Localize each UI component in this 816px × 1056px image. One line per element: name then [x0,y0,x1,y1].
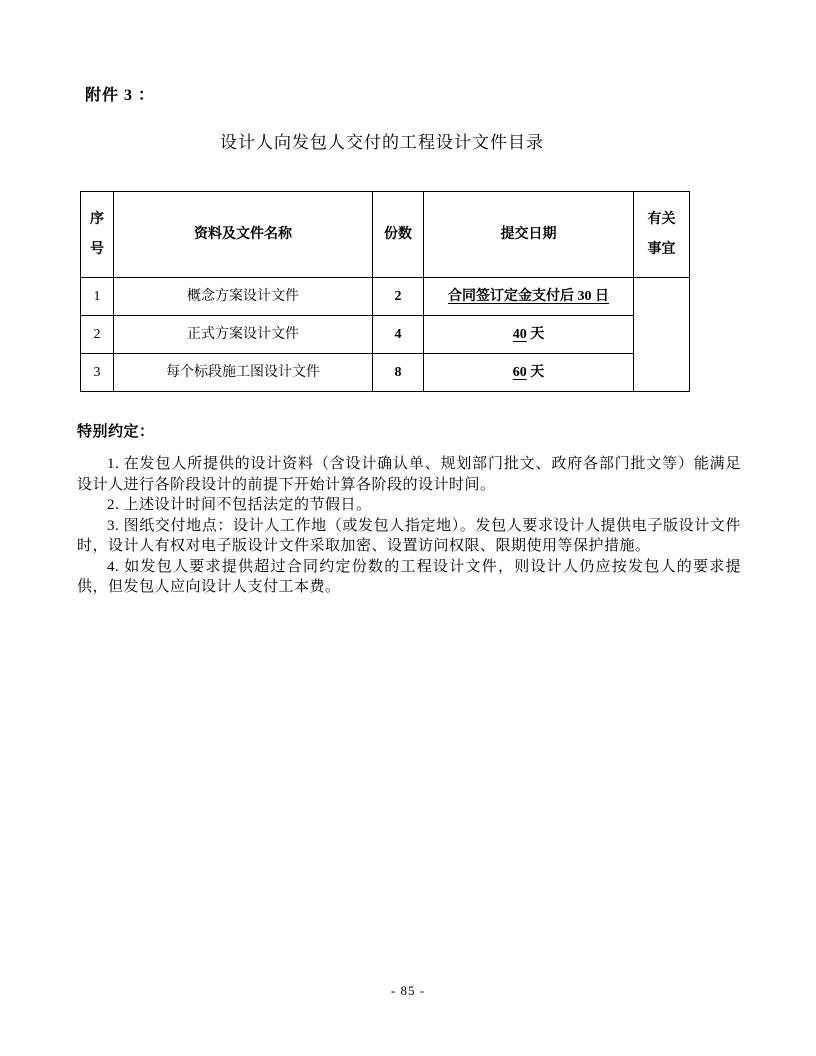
cell-name: 正式方案设计文件 [114,316,373,354]
header-related-matters: 有关事宜 [634,192,690,278]
cell-related-matters [634,278,690,392]
date-plain-text: 天 [526,364,545,380]
header-submission-date: 提交日期 [424,192,634,278]
cell-copies: 2 [373,278,424,316]
table-header-row [81,192,690,278]
header-serial-number: 序号 [81,192,114,278]
cell-serial: 2 [81,316,114,354]
cell-date [424,354,634,392]
provision-item-3: 3. 图纸交付地点：设计人工作地（或发包人指定地）。发包人要求设计人提供电子版设计文件时，设计人有权对电子版设计文件采取加密、设置访问权限、限期使用等保护措施。 [77,517,741,554]
attachment-label: 附件 3 ： [85,87,156,104]
date-underlined-text: 40 [512,326,527,342]
page-number: - 85 - [390,983,426,998]
date-plain-text: 天 [526,326,545,342]
date-underlined-text: 合同签订定金支付后 30 日 [448,288,609,304]
cell-date [424,316,634,354]
cell-name: 每个标段施工图设计文件 [114,354,373,392]
special-provisions-heading: 特别约定： [77,424,155,440]
table-row [81,278,690,316]
delivery-table [80,191,690,392]
provision-item-2: 2. 上述设计时间不包括法定的节假日。 [107,497,372,513]
cell-copies: 8 [373,354,424,392]
cell-serial: 3 [81,354,114,392]
header-document-name: 资料及文件名称 [114,192,373,278]
cell-serial: 1 [81,278,114,316]
provision-item-4: 4. 如发包人要求提供超过合同约定份数的工程设计文件，则设计人仍应按发包人的要求提供，但发包人应向设计人支付工本费。 [77,558,741,595]
provision-item-1: 1. 在发包人所提供的设计资料（含设计确认单、规划部门批文、政府各部门批文等）能满足设计人进行各阶段设计的前提下开始计算各阶段的设计时间。 [77,456,741,493]
cell-copies: 4 [373,316,424,354]
document-title: 设计人向发包人交付的工程设计文件目录 [220,133,544,152]
table-row [81,354,690,392]
header-copies: 份数 [373,192,424,278]
date-underlined-text: 60 [512,364,527,380]
special-provisions-section [77,423,741,598]
cell-name: 概念方案设计文件 [114,278,373,316]
table-row [81,316,690,354]
cell-date [424,278,634,316]
